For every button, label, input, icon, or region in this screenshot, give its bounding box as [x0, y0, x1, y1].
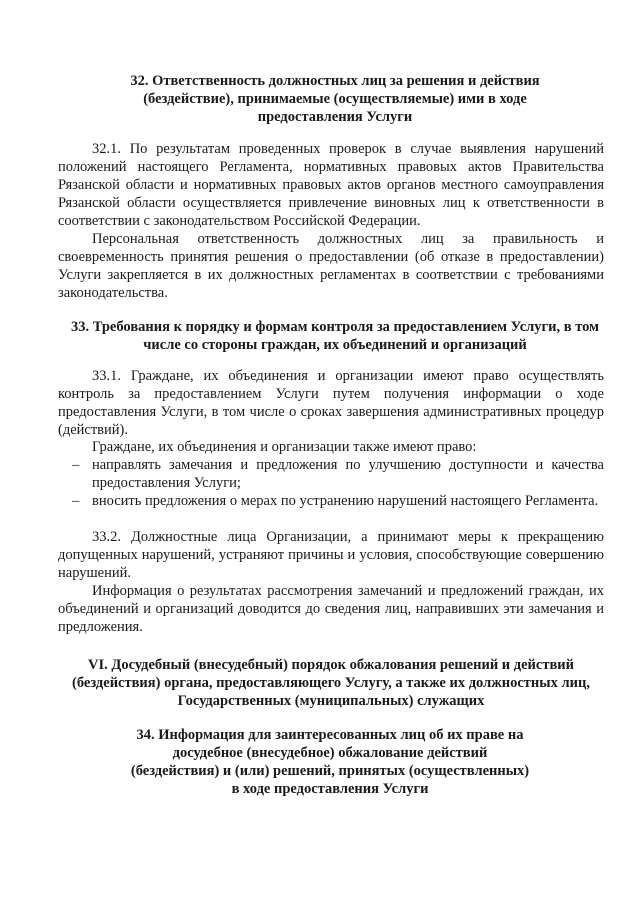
- bullet-text: направлять замечания и предложения по улучшению доступности и качества предоставления Услуги;: [92, 457, 604, 491]
- section-33-bullet-1: [58, 456, 604, 492]
- section-33-bullet-2: [58, 492, 604, 510]
- section-33-paragraph-1: 33.1. Граждане, их объединения и организации имеют право осуществлять контроль за предоставлением Услуги путем получения информации о ходе предоставления Услуги, в том числе о сроках завершения административных процедур (действий).: [58, 368, 604, 438]
- bullet-dash: –: [72, 457, 80, 473]
- section-33-heading: 33. Требования к порядку и формам контроля за предоставлением Услуги, в том числе со стороны граждан, их объединений и организаций: [71, 319, 599, 353]
- section-32-paragraph-2: Персональная ответственность должностных лиц за правильность и своевременность принятия решения о предоставлении (об отказе в предоставлении) Услуги закрепляется в их должностных регламентах в соответствии с требованиями законодательства.: [58, 231, 604, 301]
- bullet-text: вносить предложения о мерах по устранению нарушений настоящего Регламента.: [92, 493, 599, 509]
- section-33-paragraph-3: 33.2. Должностные лица Организации, а принимают меры к прекращению допущенных нарушений, устраняют причины и условия, способствующие совершению нарушений.: [58, 529, 604, 581]
- section-32-paragraph-1: 32.1. По результатам проведенных проверок в случае выявления нарушений положений настоящего Регламента, нормативных правовых актов Правительства Рязанской области и нормативных правовых актов органов местного самоуправления Рязанской области осуществляется привлечение виновных лиц к ответственности в соответствии с законодательством Российской Федерации.: [58, 141, 604, 229]
- section-34-heading: 34. Информация для заинтересованных лиц об их праве на досудебное (внесудебное) обжалование действий (бездействия) и (или) решений, принятых (осуществленных) в ходе предоставления Услуги: [130, 727, 530, 797]
- section-32-heading: 32. Ответственность должностных лиц за решения и действия (бездействие), принимаемые (осуществляемые) ими в ходе предоставления Услуги: [130, 73, 540, 125]
- section-33-paragraph-2: Граждане, их объединения и организации также имеют право:: [92, 439, 477, 455]
- bullet-dash: –: [72, 493, 80, 509]
- section-33-paragraph-4: Информация о результатах рассмотрения замечаний и предложений граждан, их объединений и организаций доводится до сведения лиц, направивших эти замечания и предложения.: [58, 583, 604, 635]
- chapter-6-heading: VI. Досудебный (внесудебный) порядок обжалования решений и действий (бездействия) органа, предоставляющего Услугу, а также их должностных лиц, Государственных (муниципальных) служащих: [72, 657, 590, 709]
